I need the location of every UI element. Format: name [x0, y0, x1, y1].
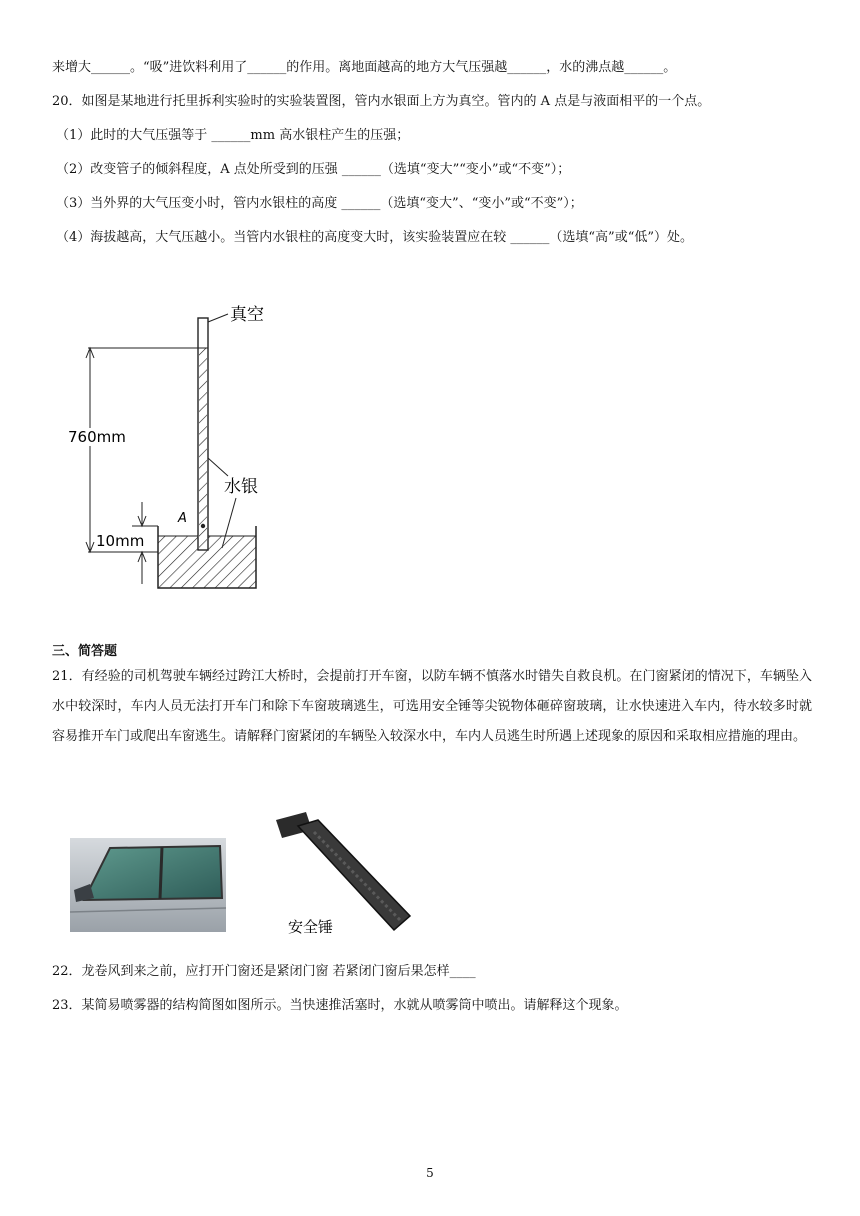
- safety-hammer-image: [268, 808, 418, 940]
- point-a: [201, 524, 205, 528]
- question-20-part-2: （2）改变管子的倾斜程度，A 点处所受到的压强 ______（选填“变大”“变小”或“不变”）；: [56, 162, 571, 177]
- label-mercury: 水银: [224, 477, 258, 497]
- label-760mm: 760mm: [68, 428, 126, 446]
- torricelli-figure: [60, 290, 300, 600]
- page-number: 5: [426, 1166, 434, 1180]
- label-point-a: A: [178, 511, 187, 526]
- question-20-part-4: （4）海拔越高，大气压越小。当管内水银柱的高度变大时，该实验装置应在较 ______（选填“高”或“低”）处。: [56, 230, 693, 245]
- section-heading: 三、简答题: [52, 644, 118, 659]
- label-10mm: 10mm: [96, 532, 145, 550]
- question-20-stem: 20．如图是某地进行托里拆利实验时的实验装置图，管内水银面上方为真空。管内的 A 点是与液面相平的一个点。: [52, 94, 711, 109]
- question-20-part-1: （1）此时的大气压强等于 ______mm 高水银柱产生的压强；: [56, 128, 410, 143]
- question-21: 21．有经验的司机驾驶车辆经过跨江大桥时，会提前打开车窗，以防车辆不慎落水时错失自救良机。在门窗紧闭的情况下，车辆坠入水中较深时，车内人员无法打开车门和除下车窗玻璃逃生，可选用安全锤等尖锐物体砸碎窗玻璃，让水快速进入车内，待水较多时就容易推开车门或爬出车窗逃生。请解释门窗紧闭的车辆坠入较深水中，车内人员逃生时所遇上述现象的原因和采取相应措施的理由。: [52, 669, 812, 744]
- question-19-tail: 来增大______。“吸”进饮料利用了______的作用。离地面越高的地方大气压强越______，水的沸点越______。: [52, 60, 677, 75]
- question-23: 23．某简易喷雾器的结构简图如图所示。当快速推活塞时，水就从喷雾筒中喷出。请解释这个现象。: [52, 998, 628, 1013]
- label-vacuum: 真空: [230, 305, 264, 325]
- question-22: 22．龙卷风到来之前，应打开门窗还是紧闭门窗 若紧闭门窗后果怎样____: [52, 964, 476, 979]
- tube-mercury-column: [199, 348, 207, 550]
- question-20-part-3: （3）当外界的大气压变小时，管内水银柱的高度 ______（选填“变大”、“变小”或“不变”）；: [56, 196, 583, 211]
- car-window-photo: [70, 838, 226, 932]
- safety-hammer-caption: 安全锤: [288, 918, 334, 936]
